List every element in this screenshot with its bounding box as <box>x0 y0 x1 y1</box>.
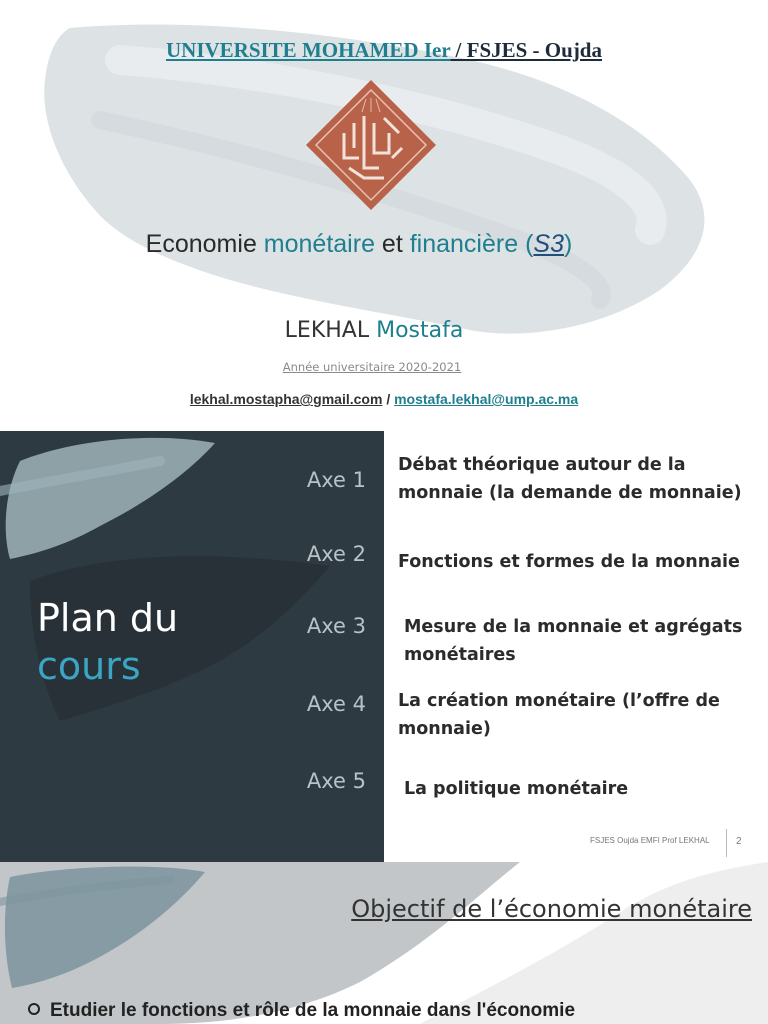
author-last: Mostafa <box>376 318 464 343</box>
objective-bullet <box>28 1000 575 1022</box>
title-slide <box>0 0 768 430</box>
objective-title: Objectif de l’économie monétaire <box>351 895 752 923</box>
course-title-part: ) <box>564 230 573 258</box>
university-logo-icon <box>304 78 438 212</box>
semester-label: S3 <box>533 230 564 258</box>
plan-title <box>37 594 178 690</box>
plan-title-line2: cours <box>37 644 141 688</box>
contact-emails <box>0 391 768 407</box>
course-title <box>0 230 718 259</box>
author-name <box>0 318 748 343</box>
author-first: LEKHAL <box>284 318 377 343</box>
axe-label: Axe 3 <box>306 614 366 638</box>
footer-divider <box>726 829 727 857</box>
email-link-gmail[interactable]: lekhal.mostapha@gmail.com <box>189 391 383 407</box>
academic-year: Année universitaire 2020-2021 <box>282 360 462 374</box>
course-title-part: financière <box>409 230 519 258</box>
course-title-part: monétaire <box>263 230 375 258</box>
email-link-ump[interactable]: mostafa.lekhal@ump.ac.ma <box>394 391 579 407</box>
course-title-part: ( <box>518 230 534 258</box>
axe-label: Axe 4 <box>306 692 366 716</box>
axe-description: Fonctions et formes de la monnaie <box>398 552 740 572</box>
plan-panel <box>0 431 384 862</box>
axe-description: Débat théorique autour de la monnaie (la demande de monnaie) <box>398 455 742 503</box>
axe-description: Mesure de la monnaie et agrégats monétaires <box>404 617 743 665</box>
axe-label: Axe 5 <box>306 769 366 793</box>
bullet-text: Etudier le fonctions et rôle de la monnaie dans l'économie <box>50 1000 576 1021</box>
axe-description: La création monétaire (l’offre de monnaie) <box>398 691 720 739</box>
page-number: 2 <box>736 836 742 847</box>
axe-description: La politique monétaire <box>404 779 629 799</box>
plan-title-line1: Plan du <box>37 596 179 640</box>
slide-footer: FSJES Oujda EMFI Prof LEKHAL <box>590 836 710 845</box>
axe-label: Axe 1 <box>306 468 366 492</box>
course-title-part: Economie <box>145 230 264 258</box>
objective-slide <box>0 862 768 1024</box>
faculty-city: / FSJES - Oujda <box>450 38 602 62</box>
bullet-circle-icon <box>28 1003 40 1015</box>
email-separator: / <box>382 391 395 407</box>
plan-slide <box>0 431 768 862</box>
axe-label: Axe 2 <box>306 542 366 566</box>
university-title <box>0 38 768 63</box>
university-name: UNIVERSITE MOHAMED Ier <box>165 38 451 62</box>
course-title-part: et <box>374 230 410 258</box>
